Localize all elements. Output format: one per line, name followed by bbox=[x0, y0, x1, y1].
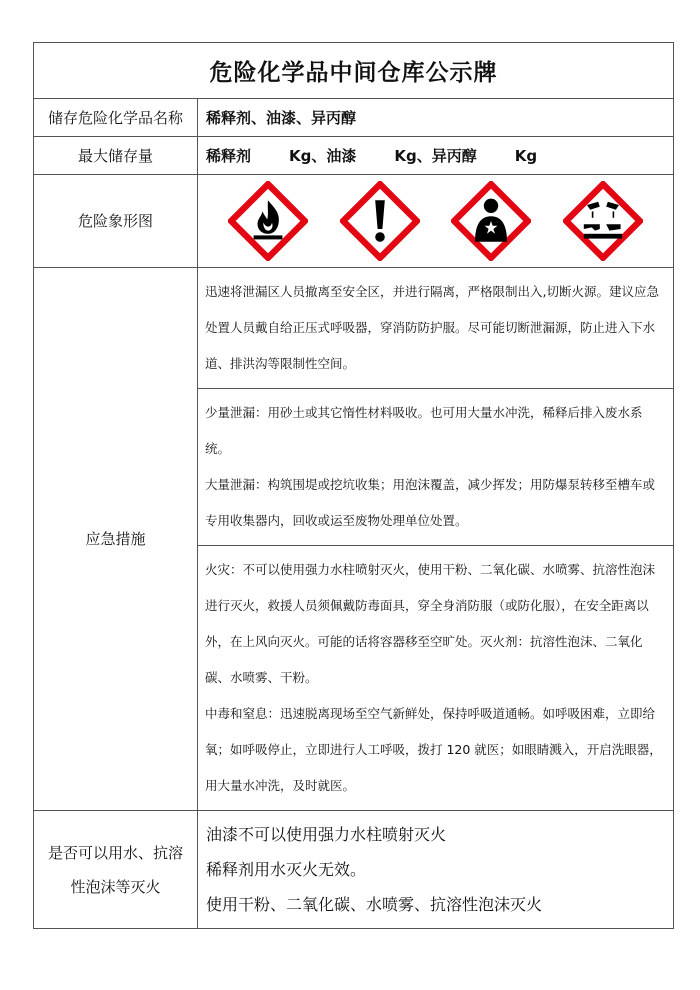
row-fire-fighting bbox=[34, 811, 674, 929]
max-storage-part-unit: Kg bbox=[514, 147, 538, 165]
fire-fighting-label: 是否可以用水、抗溶 性泡沫等灭火 bbox=[34, 811, 198, 929]
health-hazard-icon bbox=[451, 181, 531, 261]
small-leak-text: 少量泄漏：用砂土或其它惰性材料吸收。也可用大量水冲洗，稀释后排入废水系统。 bbox=[205, 405, 643, 456]
pictograms-label: 危险象形图 bbox=[34, 175, 198, 268]
emergency-label: 应急措施 bbox=[34, 268, 198, 811]
max-storage-part-thinner: 稀释剂 bbox=[206, 147, 252, 165]
fire-fighting-line-3: 使用干粉、二氧化碳、水喷雾、抗溶性泡沫灭火 bbox=[206, 895, 543, 914]
fire-fighting-line-1: 油漆不可以使用强力水柱喷射灭火 bbox=[206, 825, 447, 844]
fire-fighting-line-2: 稀释剂用水灭火无效。 bbox=[206, 860, 367, 879]
chemical-names-label: 储存危险化学品名称 bbox=[34, 99, 198, 137]
chemical-names-value: 稀释剂、油漆、异丙醇 bbox=[198, 99, 674, 137]
max-storage-part-paint: Kg、油漆 bbox=[289, 147, 357, 165]
emergency-evacuation-text: 迅速将泄漏区人员撤离至安全区，并进行隔离，严格限制出入,切断火源。建议应急处置人员戴自给正压式呼吸器，穿消防防护服。尽可能切断泄漏源，防止进入下水道、排洪沟等限制性空间。 bbox=[198, 268, 674, 389]
emergency-leak-cell bbox=[198, 389, 674, 546]
row-max-storage bbox=[34, 137, 674, 175]
max-storage-value bbox=[198, 137, 674, 175]
notice-board-table bbox=[33, 42, 674, 929]
fire-measure-text: 火灾：不可以使用强力水柱喷射灭火，使用干粉、二氧化碳、水喷雾、抗溶性泡沫进行灭火，救援人员须佩戴防毒面具，穿全身消防服（或防化服），在安全距离以外，在上风向灭火。可能的话将容器移至空旷处。灭火剂：抗溶性泡沫、二氧化碳、水喷雾、干粉。 bbox=[205, 562, 656, 685]
exclamation-icon bbox=[340, 181, 420, 261]
row-emergency-1 bbox=[34, 268, 674, 389]
pictograms-cell bbox=[198, 175, 674, 268]
corrosion-icon bbox=[563, 181, 643, 261]
large-leak-text: 大量泄漏：构筑围堤或挖坑收集；用泡沫覆盖，减少挥发；用防爆泵转移至槽车或专用收集器内，回收或运至废物处理单位处置。 bbox=[205, 477, 656, 528]
fire-fighting-value bbox=[198, 811, 674, 929]
row-pictograms bbox=[34, 175, 674, 268]
page-title: 危险化学品中间仓库公示牌 bbox=[34, 43, 674, 99]
max-storage-part-ipa: Kg、异丙醇 bbox=[394, 147, 477, 165]
row-chemical-names bbox=[34, 99, 674, 137]
emergency-fire-poison-cell bbox=[198, 546, 674, 811]
flame-icon bbox=[228, 181, 308, 261]
poison-measure-text: 中毒和窒息：迅速脱离现场至空气新鲜处，保持呼吸道通畅。如呼吸困难，立即给氧；如呼吸停止，立即进行人工呼吸，拨打 120 就医；如眼睛溅入，开启洗眼器，用大量水冲洗，及时就医。 bbox=[205, 706, 662, 793]
max-storage-label: 最大储存量 bbox=[34, 137, 198, 175]
